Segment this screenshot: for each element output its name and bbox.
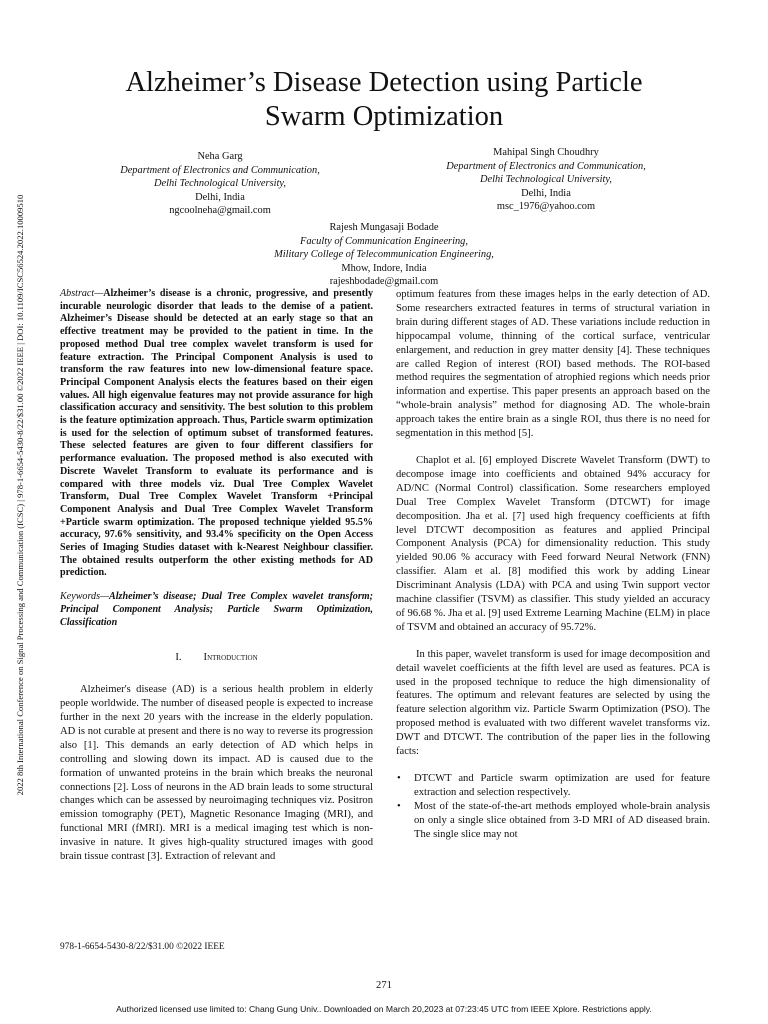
section-heading [60,651,373,665]
abstract [60,288,373,580]
license-notice: Authorized licensed use limited to: Chang Gung Univ.. Downloaded on March 20,2023 at 07:23:45 UTC from IEEE Xplore. Restrictions apply. [116,1004,652,1014]
body-paragraph-2: Chaplot et al. [6] employed Discrete Wavelet Transform (DWT) to decompose image into coefficients and obtained 94% accuracy for AD/NC (Normal Control) classification. Some researchers employed Dual Tree Complex Wavelet Transform (DTCWT) for image decomposition. Jha et al. [7] used high frequency coefficients at fifth level DTCWT decomposition as features and applied Principal Component Analysis (PCA) for dimensionality reduction. This study yielded 90.06 % accuracy with Feed forward Neural Network (FNN) classifier. Alam et al. [8] modified this work by adding Linear Discriminant Analysis (LDA) with PCA and using Twin support vector machine classifier (TSVM) as classifier. This study yielded an accuracy of 96.68 %. Jha et al. [9] used Extreme Learning Machine (ELM) in place of TSVM and obtained an accuracy of 95.72%. [396,454,710,633]
author-university: Delhi Technological University, [479,174,613,185]
abstract-label: Abstract— [60,288,104,299]
author-city: Delhi, India [521,187,571,199]
keywords [60,591,373,629]
keywords-label: Keywords— [60,591,109,603]
right-column [396,288,710,842]
author-block-1 [70,150,370,218]
author-block-3 [234,221,534,289]
doi-sidebar-text: 2022 8th International Conference on Signal Processing and Communication (ICSC) | 978-1-6654-5430-8/22/$31.00 ©2022 IEEE | DOI: 10.1109/ICSC56524.2022.10009510 [15,194,25,796]
contribution-list [396,772,710,842]
paper-title [60,66,708,134]
intro-paragraph: Alzheimer's disease (AD) is a serious health problem in elderly people worldwide. The number of diseased people is expected to increase further in the next 20 years with the increase in the elderly population. AD is not curable at present and there is no way to reverse its progression also [1]. This demands an early detection of AD which helps in controlling and slowing down its impact. AD is caused due to the formation of unwanted proteins in the brain which breaks the neuronal connections [2]. Loss of neurons in the AD brain leads to some structural changes which can be assessed by neuroimaging techniques viz. Positron emission tomography (PET), Magnetic Resonance Imaging (MRI), and functional MRI (fMRI). MRI is a medical imaging test which is non-invasive in nature. It gives high-quality structured images with good brain tissue contrast [3]. Extraction of relevant and [60,684,373,863]
author-name: Rajesh Mungasaji Bodade [329,222,439,233]
page-number: 271 [376,980,392,991]
author-university: Military College of Telecommunication Engineering, [274,249,494,260]
copyright-footer: 978-1-6654-5430-8/22/$31.00 ©2022 IEEE [60,942,225,952]
author-name: Neha Garg [197,151,243,162]
title-line-1: Alzheimer’s Disease Detection using Particle [125,67,643,98]
author-email: msc_1976@yahoo.com [496,201,596,212]
body-paragraph-3: In this paper, wavelet transform is used for image decomposition and detail wavelet coefficients at the fifth level are used as features. PCA is used in the proposed technique to reduce the high dimensionality of features. The optimum and relevant features are selected by using the feature selection algorithm viz. Particle Swarm Optimization (PSO). The proposed method is evaluated with two different wavelet transforms viz. DWT and DTCWT. The contribution of the paper lies in the following facts: [396,648,710,758]
section-number: I. [175,652,182,664]
title-line-2: Swarm Optimization [264,101,504,132]
author-department: Department of Electronics and Communication, [446,160,646,172]
author-city: Mhow, Indore, India [341,262,427,274]
author-department: Faculty of Communication Engineering, [300,235,468,247]
author-city: Delhi, India [195,191,245,203]
keywords-text: Alzheimer’s disease; Dual Tree Complex wavelet transform; Principal Component Analysis; Particle Swarm Optimization, Classification [60,591,373,628]
abstract-text: Alzheimer’s disease is a chronic, progressive, and presently incurable neurologic disorder that leads to the demise of a patient. Alzheimer’s Disease should be detected at an early stage so that an effective treatment may be provided to the patient in time. In the proposed method Dual tree complex wavelet transform is used for feature extraction. The Principal Component Analysis is used to transform the raw features into new low-dimensional feature space. Principal Component Analysis elects the features based on their eigen values. All high eigenvalue features may not provide assurance for high classification accuracy and sensitivity. The best solution to this problem is the feature optimization approach. Thus, Particle swarm optimization is used for the selection of optimum subset of transformed features. These selected features are given to four different classifiers for performance evaluation. The proposed method is also executed with Discrete Wavelet Transform to evaluate its performance and is compared with three models viz. Dual Tree Complex Wavelet Transform, Dual Tree Complex Wavelet Transform +Principal Component Analysis and Dual Tree Complex Wavelet Transform +Particle swarm optimization. The proposed technique yielded 95.5% accuracy, 97.6% sensitivity, and 93.4% specificity on the Open Access Series of Imaging Studies dataset with k-Nearest Neighbour classifier. The obtained results outperform the other existing methods for AD prediction. [60,288,373,579]
section-title: Introduction [203,652,258,664]
author-university: Delhi Technological University, [153,178,287,189]
doi-sidebar [12,100,28,890]
contribution-item: • DTCWT and Particle swarm optimization are used for feature extraction and selection respectively. [414,772,710,800]
author-department: Department of Electronics and Communication, [120,164,320,176]
left-column [60,288,373,864]
author-block-2 [396,146,696,214]
author-name: Mahipal Singh Choudhry [493,147,599,158]
body-paragraph-1: optimum features from these images helps in the early detection of AD. Some researchers extracted features in terms of structural variation in brain during different stages of AD. These variations include reduction in hippocampal volume, thinning of the cortical surface, ventricular enlargement, and reduction in grey matter density [4]. These techniques are called Region of interest (ROI) based methods. The ROI-based method requires the segmentation of atrophied regions which needs prior information and expertise. This paper presents an approach based on the “whole-brain analysis” method for diagnosing AD. The whole-brain approach takes the entire brain as a single ROI, thus there is no need for segmentation in this method [5]. [396,289,710,440]
author-email: rajeshbodade@gmail.com [329,276,439,287]
author-email: ngcoolneha@gmail.com [169,205,271,216]
contribution-item: • Most of the state-of-the-art methods employed whole-brain analysis on only a single slice obtained from 3-D MRI of AD diseased brain. The single slice may not [414,800,710,842]
